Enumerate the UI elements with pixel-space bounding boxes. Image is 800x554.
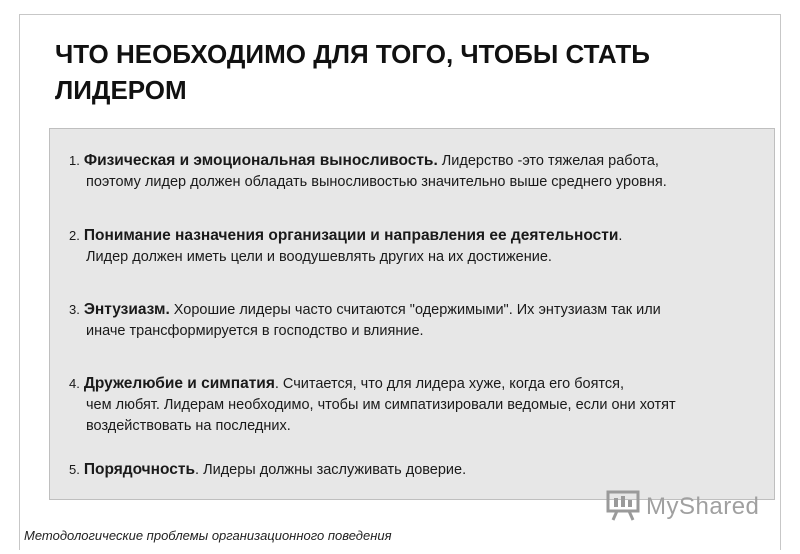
slide-title: ЧТО НЕОБХОДИМО ДЛЯ ТОГО, ЧТОБЫ СТАТЬ ЛИДЕРОМ	[55, 39, 650, 105]
watermark-text: MyShared	[646, 493, 760, 520]
presentation-board-icon	[606, 489, 640, 526]
item-heading: Физическая и эмоциональная выносливость.	[83, 152, 438, 169]
item-heading: Энтузиазм.	[83, 301, 170, 318]
list-item-1	[69, 150, 759, 193]
list-item-3	[69, 299, 759, 342]
item-text: иначе трансформируется в господство и влияние.	[86, 323, 424, 339]
item-heading: Дружелюбие и симпатия	[83, 375, 275, 392]
item-lead: Лидерство -это тяжелая работа,	[437, 153, 659, 169]
slide-footer: Методологические проблемы организационного поведения	[24, 528, 396, 543]
item-number: 1.	[69, 153, 80, 168]
item-heading: Понимание назначения организации и направления ее деятельности	[83, 227, 619, 244]
item-text: Лидер должен иметь цели и воодушевлять других на их достижение.	[86, 249, 552, 265]
item-lead: Хорошие лидеры часто считаются "одержимыми". Их энтузиазм так или	[169, 302, 661, 318]
list-item-5	[69, 459, 759, 481]
list-item-4	[69, 373, 759, 437]
list-item-2	[69, 225, 759, 268]
item-lead: .	[618, 228, 623, 244]
item-heading: Порядочность	[83, 461, 196, 478]
item-number: 2.	[69, 228, 80, 243]
item-text: чем любят. Лидерам необходимо, чтобы им симпатизировали ведомые, если они хотят воздействовать на последних.	[86, 397, 676, 434]
item-text: поэтому лидер должен обладать выносливостью значительно выше среднего уровня.	[86, 174, 667, 190]
item-number: 4.	[69, 376, 80, 391]
item-lead: . Считается, что для лидера хуже, когда его боятся,	[274, 376, 625, 392]
item-number: 3.	[69, 302, 80, 317]
item-lead: . Лидеры должны заслуживать доверие.	[195, 462, 467, 478]
item-number: 5.	[69, 462, 80, 477]
watermark[interactable]	[606, 490, 759, 524]
